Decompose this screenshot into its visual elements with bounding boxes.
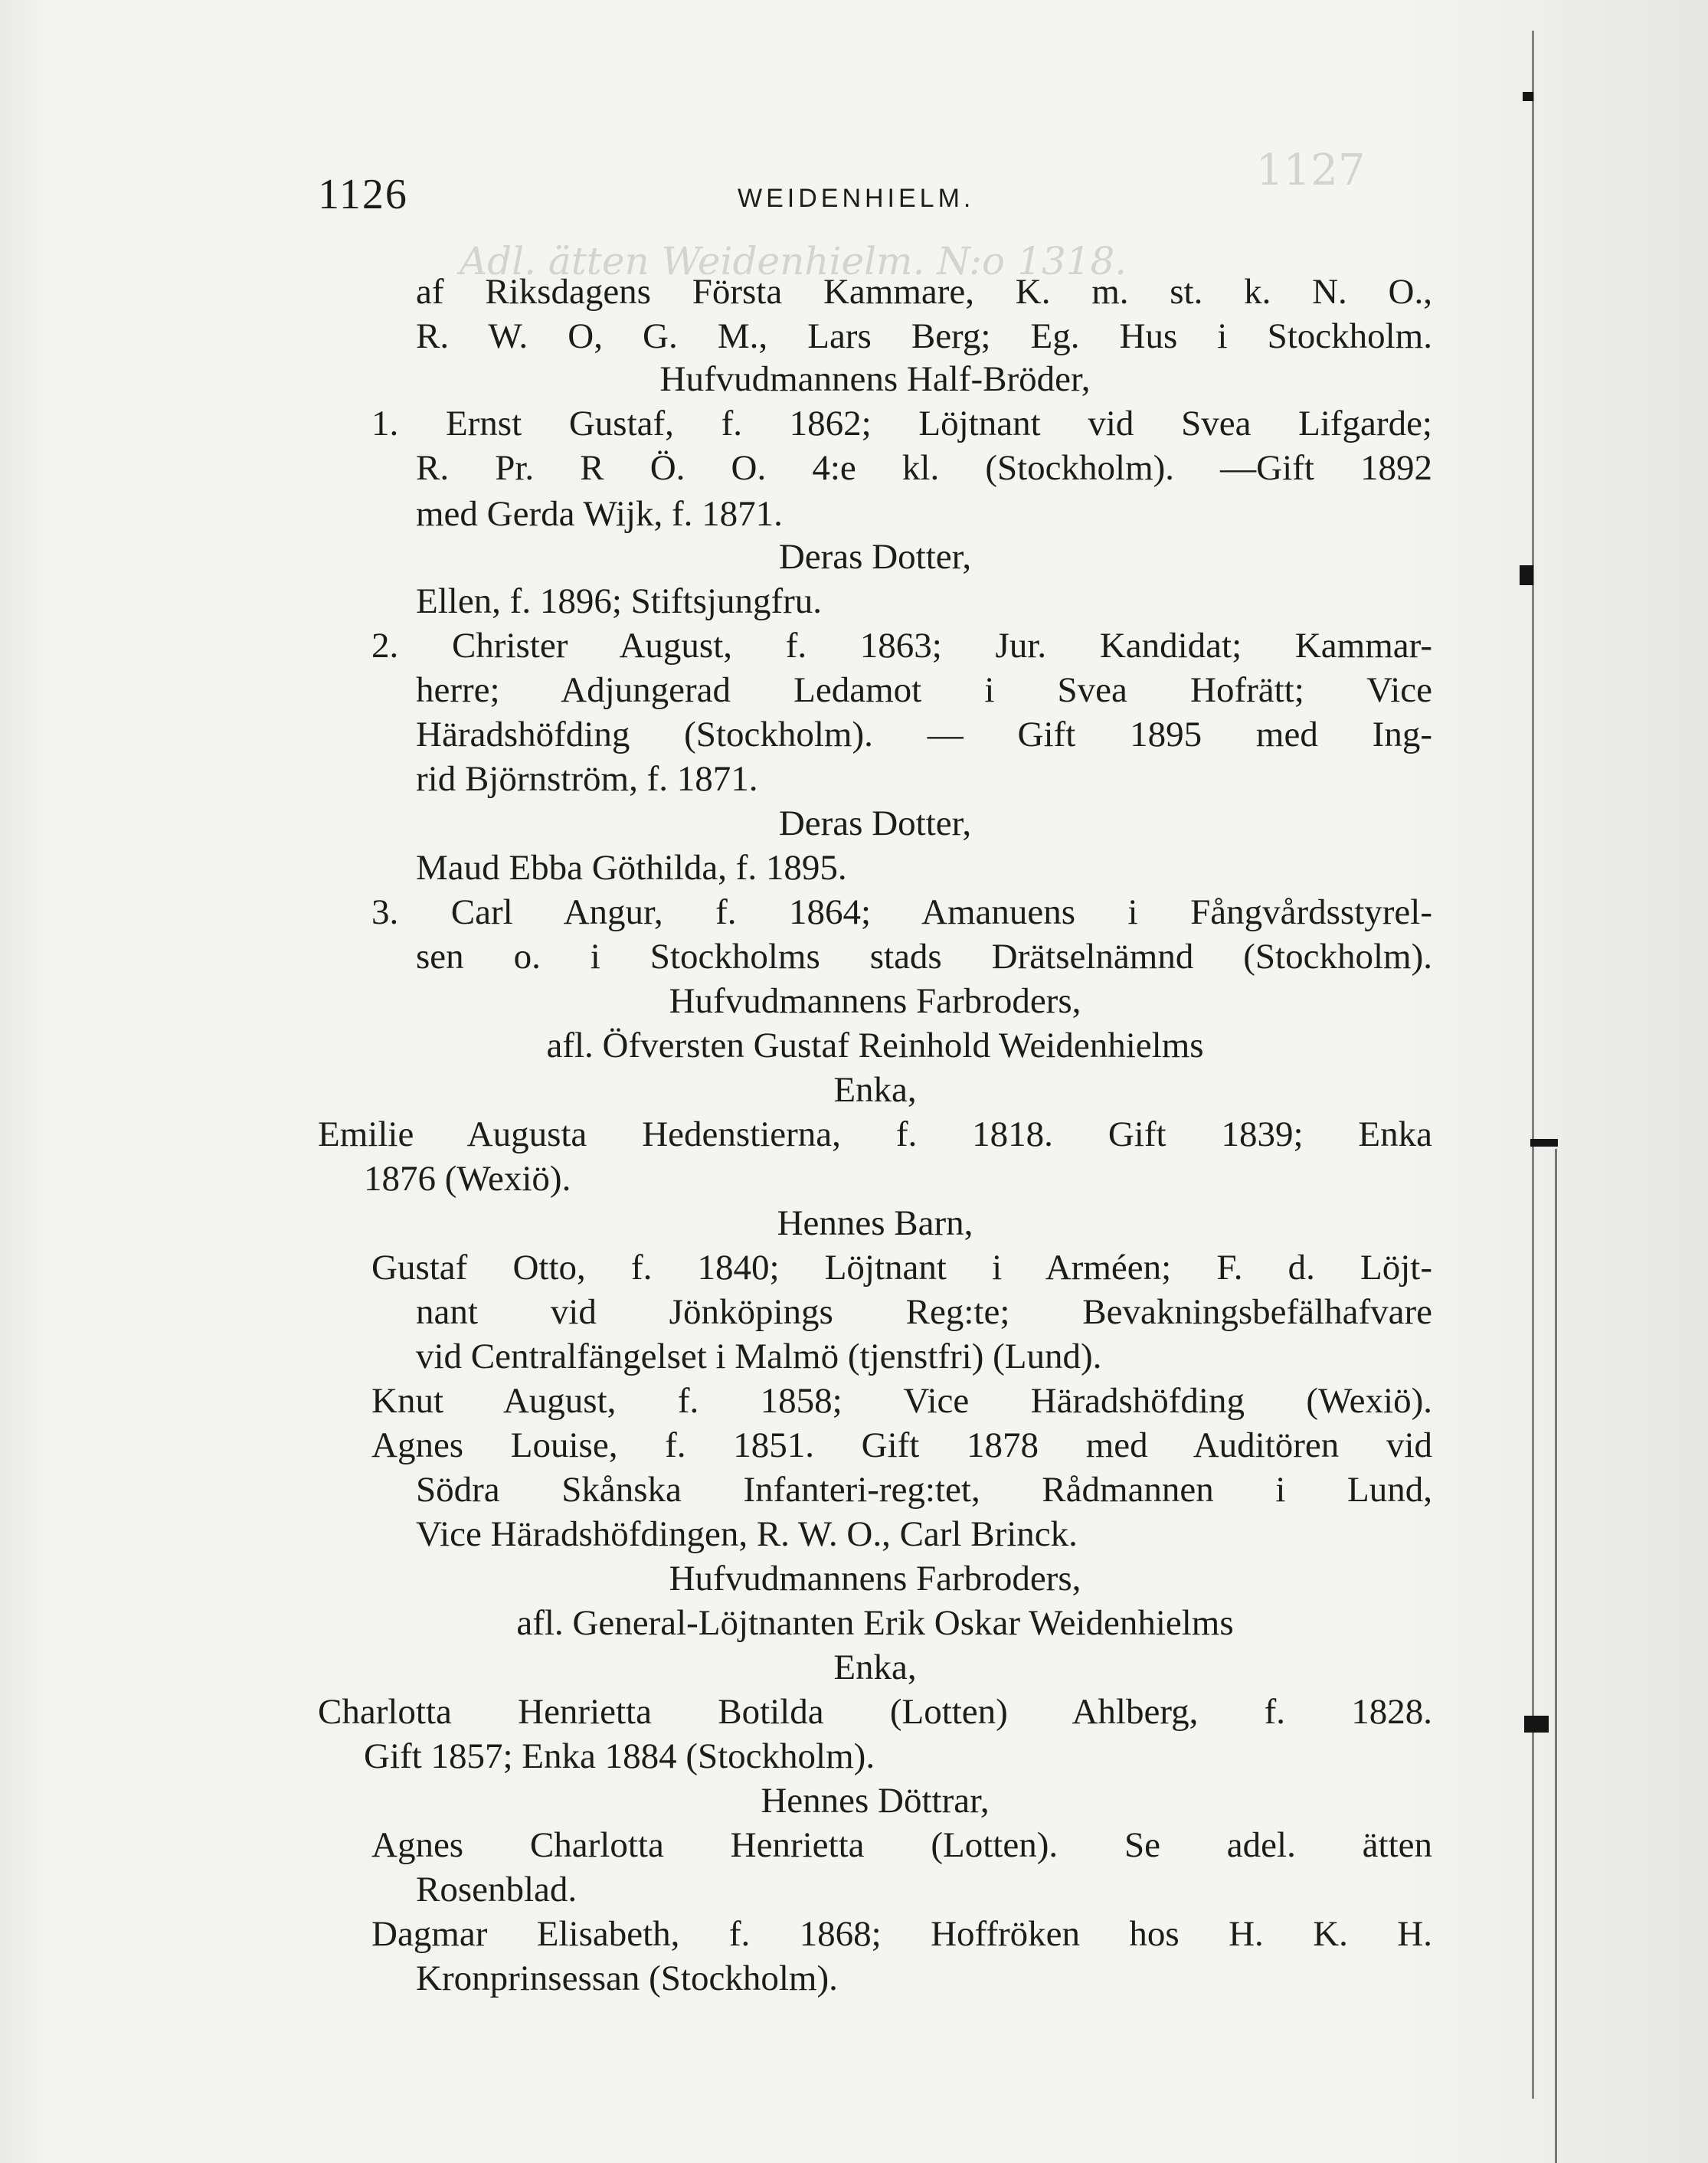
text-line: 3. Carl Angur, f. 1864; Amanuens i Fångvårdsstyrel- [371, 892, 1432, 932]
section-heading: Enka, [833, 1070, 917, 1110]
scan-edge-line [1532, 31, 1534, 2099]
text-line: af Riksdagens Första Kammare, K. m. st. k. N. O., [416, 272, 1432, 312]
text-line: 2. Christer August, f. 1863; Jur. Kandidat; Kammar- [371, 626, 1432, 666]
section-heading: Hufvudmannens Farbroders, [669, 981, 1081, 1021]
text-line: Agnes Louise, f. 1851. Gift 1878 med Auditören vid [371, 1425, 1432, 1465]
text-line: Gustaf Otto, f. 1840; Löjtnant i Arméen; F. d. Löjt- [371, 1248, 1432, 1288]
running-head: WEIDENHIELM. [738, 184, 975, 213]
text-line: Kronprinsessan (Stockholm). [416, 1958, 838, 1998]
scan-edge-mark [1523, 92, 1533, 101]
text-line: 1876 (Wexiö). [364, 1159, 571, 1199]
section-heading: Hennes Barn, [777, 1203, 973, 1243]
text-line: med Gerda Wijk, f. 1871. [416, 494, 783, 534]
scan-edge-mark [1524, 1716, 1549, 1733]
text-line: Emilie Augusta Hedenstierna, f. 1818. Gift 1839; Enka [318, 1114, 1432, 1154]
text-line: R. W. O, G. M., Lars Berg; Eg. Hus i Stockholm. [416, 316, 1432, 356]
text-line: Maud Ebba Göthilda, f. 1895. [416, 848, 847, 888]
text-line: 1. Ernst Gustaf, f. 1862; Löjtnant vid Svea Lifgarde; [371, 404, 1432, 443]
text-line: Vice Häradshöfdingen, R. W. O., Carl Brinck. [416, 1514, 1078, 1554]
text-line: Dagmar Elisabeth, f. 1868; Hoffröken hos H. K. H. [371, 1914, 1432, 1954]
scan-edge-mark [1530, 1139, 1558, 1147]
scan-edge-mark [1520, 565, 1533, 585]
show-through-heading: Adl. ätten Weidenhielm. N:o 1318. [460, 239, 1127, 283]
text-line: Ellen, f. 1896; Stiftsjungfru. [416, 581, 823, 621]
section-heading: afl. Öfversten Gustaf Reinhold Weidenhielms [546, 1026, 1204, 1065]
text-line: sen o. i Stockholms stads Drätselnämnd (Stockholm). [416, 937, 1432, 977]
section-heading: afl. General-Löjtnanten Erik Oskar Weidenhielms [516, 1603, 1234, 1643]
section-heading: Hufvudmannens Half-Bröder, [659, 359, 1091, 399]
text-line: Rosenblad. [416, 1870, 578, 1909]
text-line: Charlotta Henrietta Botilda (Lotten) Ahlberg, f. 1828. [318, 1692, 1432, 1732]
page-header [318, 170, 1432, 224]
text-line: Södra Skånska Infanteri-reg:tet, Rådmannen i Lund, [416, 1470, 1432, 1510]
section-heading: Enka, [833, 1648, 917, 1687]
text-line: herre; Adjungerad Ledamot i Svea Hofrätt; Vice [416, 670, 1432, 710]
text-line: nant vid Jönköpings Reg:te; Bevakningsbefälhafvare [416, 1292, 1432, 1332]
show-through-page-number: 1127 [1256, 146, 1366, 195]
section-heading: Deras Dotter, [778, 537, 972, 577]
text-line: Knut August, f. 1858; Vice Häradshöfding (Wexiö). [371, 1381, 1432, 1421]
scan-edge-line [1555, 1149, 1557, 2163]
section-heading: Hufvudmannens Farbroders, [669, 1559, 1081, 1599]
text-line: rid Björnström, f. 1871. [416, 759, 758, 799]
section-heading: Deras Dotter, [778, 803, 972, 843]
page-number: 1126 [318, 171, 408, 218]
text-line: Agnes Charlotta Henrietta (Lotten). Se adel. ätten [371, 1825, 1432, 1865]
text-line: vid Centralfängelset i Malmö (tjenstfri) (Lund). [416, 1337, 1102, 1376]
text-line: R. Pr. R Ö. O. 4:e kl. (Stockholm). —Gift 1892 [416, 448, 1432, 488]
text-line: Häradshöfding (Stockholm). — Gift 1895 med Ing- [416, 715, 1432, 754]
text-line: Gift 1857; Enka 1884 (Stockholm). [364, 1736, 875, 1776]
section-heading: Hennes Döttrar, [761, 1781, 990, 1821]
